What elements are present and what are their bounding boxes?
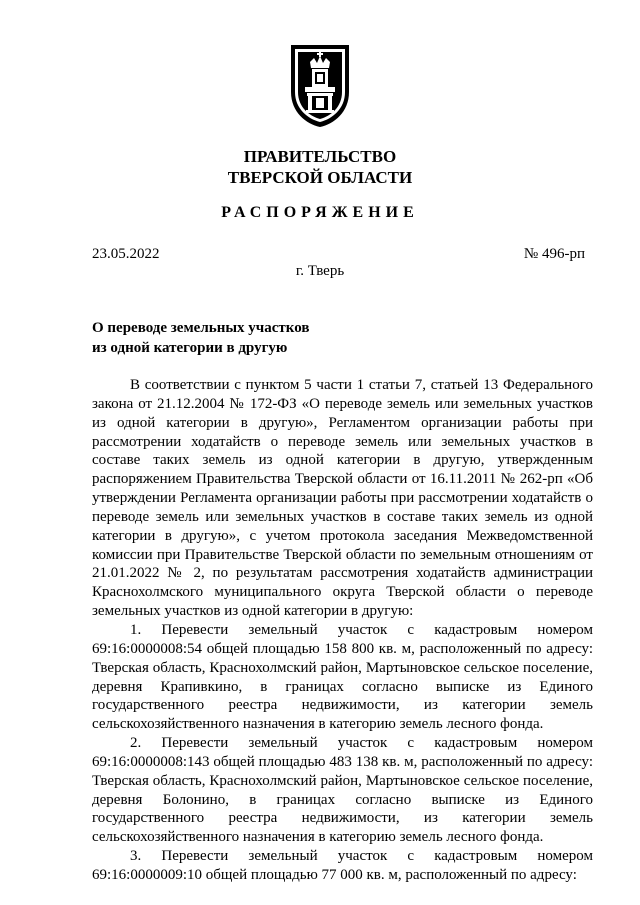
organization-name-line1: ПРАВИТЕЛЬСТВО [243,147,397,166]
document-number: № 496-рп [523,246,585,262]
document-subject [92,318,309,358]
organization-name-line2: ТВЕРСКОЙ ОБЛАСТИ [227,168,413,187]
preamble-paragraph: В соответствии с пунктом 5 части 1 статьи 7, статьей 13 Федерального закона от 21.12.2004 № 172-ФЗ «О переводе земель или земельных участков из одной категории в другую», Регламентом организации работы при рассмотрении ходатайств о переводе земель или земельных участков в составе таких земель из одной категории в другую, утвержденным распоряжением Правительства Тверской области от 16.11.2011 № 262-рп «Об утверждении Регламента организации работы при рассмотрении ходатайств о переводе земель или земельных участков в составе таких земель из одной категории в другую», с учетом протокола заседания Межведомственной комиссии при Правительстве Тверской области по земельным отношениям от 21.01.2022 № 2, по результатам рассмотрения ходатайств администрации Краснохолмского муниципального округа Тверской области о переводе земельных участков из одной категории в другую: [92,377,593,620]
tver-coat-of-arms-icon [288,42,352,128]
item-1-paragraph: 1. Перевести земельный участок с кадастровым номером 69:16:0000008:54 общей площадью 158 800 кв. м, расположенный по адресу: Тверская область, Краснохолмский район, Мартыновское сельское поселение, деревня Крапивкино, в границах согласно выписке из Единого государственного реестра недвижимости, из категории земель сельскохозяйственного назначения в категорию земель лесного фонда. [92,621,593,733]
subject-line2: из одной категории в другую [92,340,288,356]
item-2-paragraph: 2. Перевести земельный участок с кадастровым номером 69:16:0000008:143 общей площадью 483 138 кв. м, расположенный по адресу: Тверская область, Краснохолмский район, Мартыновское сельское поселение, деревня Болонино, в границах согласно выписке из Единого государственного реестра недвижимости, из категории земель сельскохозяйственного назначения в категорию земель лесного фонда. [92,735,593,846]
subject-line1: О переводе земельных участков [92,320,310,336]
document-type: РАСПОРЯЖЕНИЕ [221,204,419,221]
document-date: 23.05.2022 [92,246,160,262]
document-city: г. Тверь [295,263,345,279]
document-body [92,376,593,885]
item-3-paragraph: 3. Перевести земельный участок с кадастровым номером 69:16:0000009:10 общей площадью 77 000 кв. м, расположенный по адресу: [92,848,593,883]
